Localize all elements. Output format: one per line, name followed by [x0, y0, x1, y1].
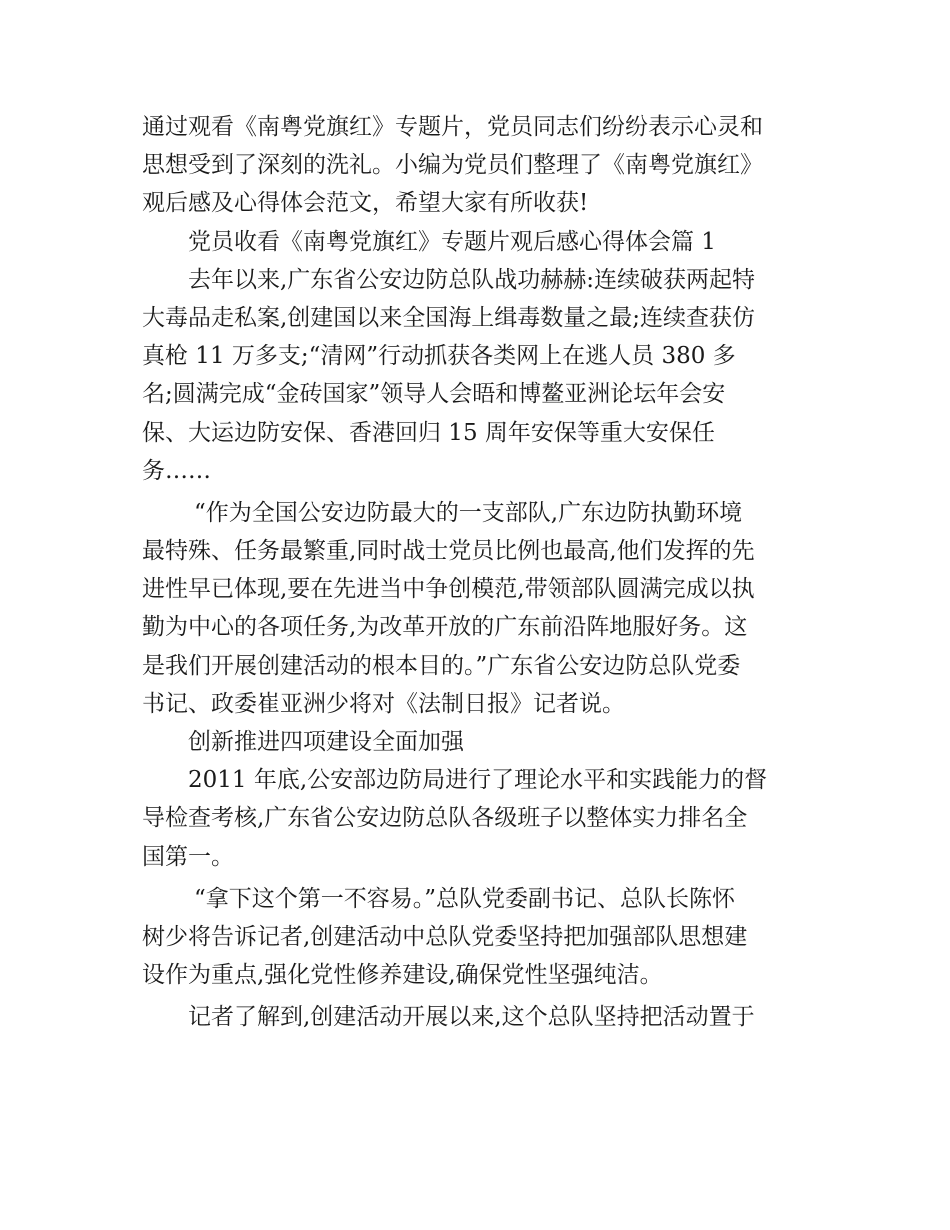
- text-line: 党员收看《南粤党旗红》专题片观后感心得体会篇 1: [188, 228, 716, 255]
- paragraph: [142, 998, 812, 1036]
- text-line: 书记、政委崔亚洲少将对《法制日报》记者说。: [142, 690, 625, 717]
- text-line: 通过观看《南粤党旗红》专题片，党员同志们纷纷表示心灵和: [142, 114, 763, 140]
- paragraph: [142, 494, 812, 723]
- document-page: [142, 108, 812, 1037]
- text-line: 观后感及心得体会范文，希望大家有所收获!: [142, 190, 589, 217]
- text-line: 创新推进四项建设全面加强: [188, 729, 464, 755]
- text-line: 记者了解到,创建活动开展以来,这个总队坚持把活动置于: [188, 1004, 755, 1031]
- text-line: “作为全国公安边防最大的一支部队,广东边防执勤环境: [194, 499, 743, 526]
- text-line: 进性早已体现,要在先进当中争创模范,带领部队圆满完成以执: [142, 576, 755, 603]
- paragraph: [142, 108, 812, 223]
- text-line: 保、大运边防安保、香港回归 15 周年安保等重大安保任: [142, 419, 715, 446]
- text-line: 国第一。: [142, 843, 234, 870]
- paragraph: [142, 880, 812, 995]
- text-line: 名;圆满完成“金砖国家”领导人会晤和博鳌亚洲论坛年会安: [142, 381, 726, 408]
- paragraph: [142, 261, 812, 490]
- text-line: 务……: [142, 457, 211, 484]
- text-line: 勤为中心的各项任务,为改革开放的广东前沿阵地服好务。这: [142, 614, 748, 641]
- paragraph: [142, 723, 812, 761]
- paragraph: [142, 761, 812, 876]
- text-line: 去年以来,广东省公安边防总队战功赫赫:连续破获两起特: [188, 266, 756, 293]
- text-line: 大毒品走私案,创建国以来全国海上缉毒数量之最;连续查获仿: [142, 304, 756, 331]
- text-line: 2011 年底,公安部边防局进行了理论水平和实践能力的督: [188, 767, 768, 794]
- text-line: 真枪 11 万多支;“清网”行动抓获各类网上在逃人员 380 多: [142, 343, 736, 370]
- text-line: 思想受到了深刻的洗礼。小编为党员们整理了《南粤党旗红》: [142, 152, 763, 179]
- text-line: 设作为重点,强化党性修养建设,确保党性坚强纯洁。: [142, 962, 663, 989]
- paragraph: [142, 223, 812, 261]
- text-line: 最特殊、任务最繁重,同时战士党员比例也最高,他们发挥的先: [142, 538, 755, 565]
- text-line: 导检查考核,广东省公安边防总队各级班子以整体实力排名全: [142, 805, 748, 832]
- text-line: “拿下这个第一不容易。”总队党委副书记、总队长陈怀: [194, 885, 736, 912]
- text-line: 树少将告诉记者,创建活动中总队党委坚持把加强部队思想建: [142, 923, 748, 950]
- text-line: 是我们开展创建活动的根本目的。”广东省公安边防总队党委: [142, 652, 741, 679]
